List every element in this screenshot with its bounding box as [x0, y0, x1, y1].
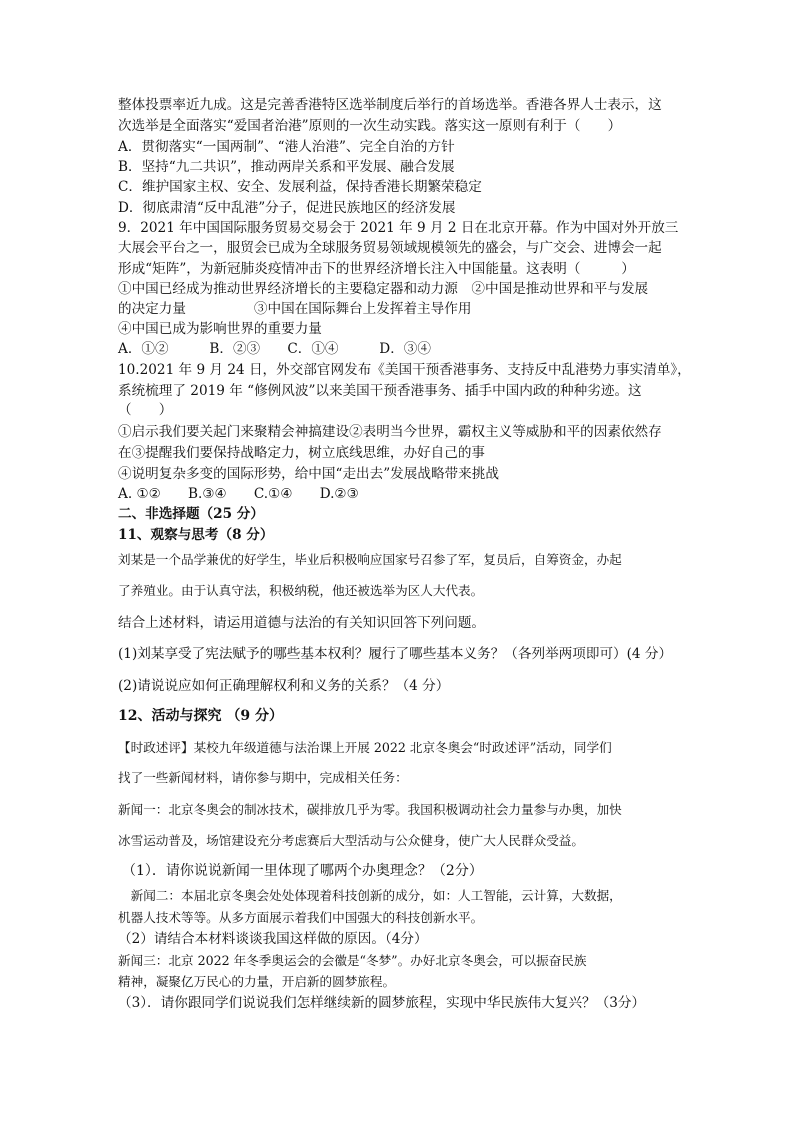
text-line: 新闻一：北京冬奥会的制冰技术，碳排放几乎为零。我国积极调动社会力量参与办奥，加快 [118, 802, 622, 817]
text-line: 大展会平台之一，服贸会已成为全球服务贸易领域规模领先的盛会，与广交会、进博会一起 [118, 240, 662, 256]
text-line: 结合上述材料，请运用道德与法治的有关知识回答下列问题。 [118, 615, 486, 631]
text-line: 新闻二：本届北京冬奥会处处体现着科技创新的成分，如：人工智能，云计算，大数据， [118, 888, 622, 903]
question-10: 10.2021 年 9 月 24 日，外交部官网发布《美国干预香港事务、支持反中乱港势力事实清单》， [118, 362, 691, 378]
text-line: 系统梳理了 2019 年 “修例风波”以来美国干预香港事务、插手中国内政的种种劣迹。这 [118, 383, 642, 399]
text-line: ④中国已成为影响世界的重要力量 [118, 321, 322, 337]
question-9: 9．2021 年中国国际服务贸易交易会于 2021 年 9 月 2 日在北京开幕。作为中国对外开放三 [118, 220, 679, 236]
text-line: 的决定力量 ③中国在国际舞台上发挥着主导作用 [118, 301, 472, 317]
question-12-heading: 12、活动与探究 （9 分） [118, 708, 283, 724]
options-row: A. ①② B.③④ C.①④ D.②③ [118, 486, 359, 502]
text-line: 在③提醒我们要保持战略定力，树立底线思维，办好自己的事 [118, 445, 486, 461]
text-line: 机器人技术等等。从多方面展示着我们中国强大的科技创新水平。 [118, 910, 484, 925]
text-line: 整体投票率近九成。这是完善香港特区选举制度后举行的首场选举。香港各界人士表示，这 [118, 97, 662, 113]
text-line: 精神，凝聚亿万民心的力量，开启新的圆梦旅程。 [118, 974, 396, 989]
text-line: 新闻三：北京 2022 年冬季奥运会的会徽是“冬梦”。办好北京冬奥会，可以振奋民族 [118, 953, 587, 968]
text-line: 形成“矩阵”，为新冠肺炎疫情冲击下的世界经济增长注入中国能量。这表明（ ） [118, 261, 635, 277]
sub-question: （2）请结合本材料谈谈我国这样做的原因。（4分） [118, 931, 428, 947]
text-line: 了养殖业。由于认真守法，积极纳税，他还被选举为区人大代表。 [118, 583, 484, 598]
option-b: B．坚持“九二共识”，推动两岸关系和平发展、融合发展 [118, 159, 455, 175]
text-line: 冰雪运动普及，场馆建设充分考虑赛后大型活动与公众健身，使广大人民群众受益。 [118, 833, 584, 848]
text-line: 找了一些新闻材料，请你参与期中，完成相关任务： [118, 770, 408, 785]
text-line: 次选举是全面落实“爱国者治港”原则的一次生动实践。落实这一原则有利于（ ） [118, 118, 622, 134]
sub-question: （1）．请你说说新闻一里体现了哪两个办奥理念？（2分） [122, 863, 483, 879]
option-d: D．彻底肃清“反中乱港”分子，促进民族地区的经济发展 [118, 200, 456, 216]
text-line: ①启示我们要关起门来聚精会神搞建设②表明当今世界，霸权主义等威胁和平的因素依然存 [118, 424, 662, 440]
option-c: C．维护国家主权、安全、发展利益，保持香港长期繁荣稳定 [118, 179, 482, 195]
text-line: 【时政述评】某校九年级道德与法治课上开展 2022 北京冬奥会“时政述评”活动，同学们 [118, 740, 612, 755]
option-a: A．贯彻落实“一国两制”、“港人治港”、完全自治的方针 [118, 139, 455, 155]
sub-question: (1)刘某享受了宪法赋予的哪些基本权利？履行了哪些基本义务？（各列举两项即可）(4 分） [118, 646, 673, 662]
text-line: 刘某是一个品学兼优的好学生，毕业后积极响应国家号召参了军，复员后，自筹资金，办起 [118, 552, 622, 567]
text-line: ①中国已经成为推动世界经济增长的主要稳定器和动力源 ②中国是推动世界和平与发展 [118, 281, 649, 297]
section-heading: 二、非选择题（25 分） [118, 506, 264, 522]
text-line: （ ） [118, 402, 173, 418]
text-line: ④说明复杂多变的国际形势，给中国“走出去”发展战略带来挑战 [118, 466, 499, 482]
sub-question: (2)请说说应如何正确理解权利和义务的关系？（4 分） [118, 678, 450, 694]
options-row: A．①② B．②③ C．①④ D．③④ [118, 341, 431, 357]
question-11-heading: 11、观察与思考（8 分） [118, 527, 274, 543]
sub-question: （3）．请你跟同学们说说我们怎样继续新的圆梦旅程，实现中华民族伟大复兴？（3分） [118, 995, 646, 1011]
